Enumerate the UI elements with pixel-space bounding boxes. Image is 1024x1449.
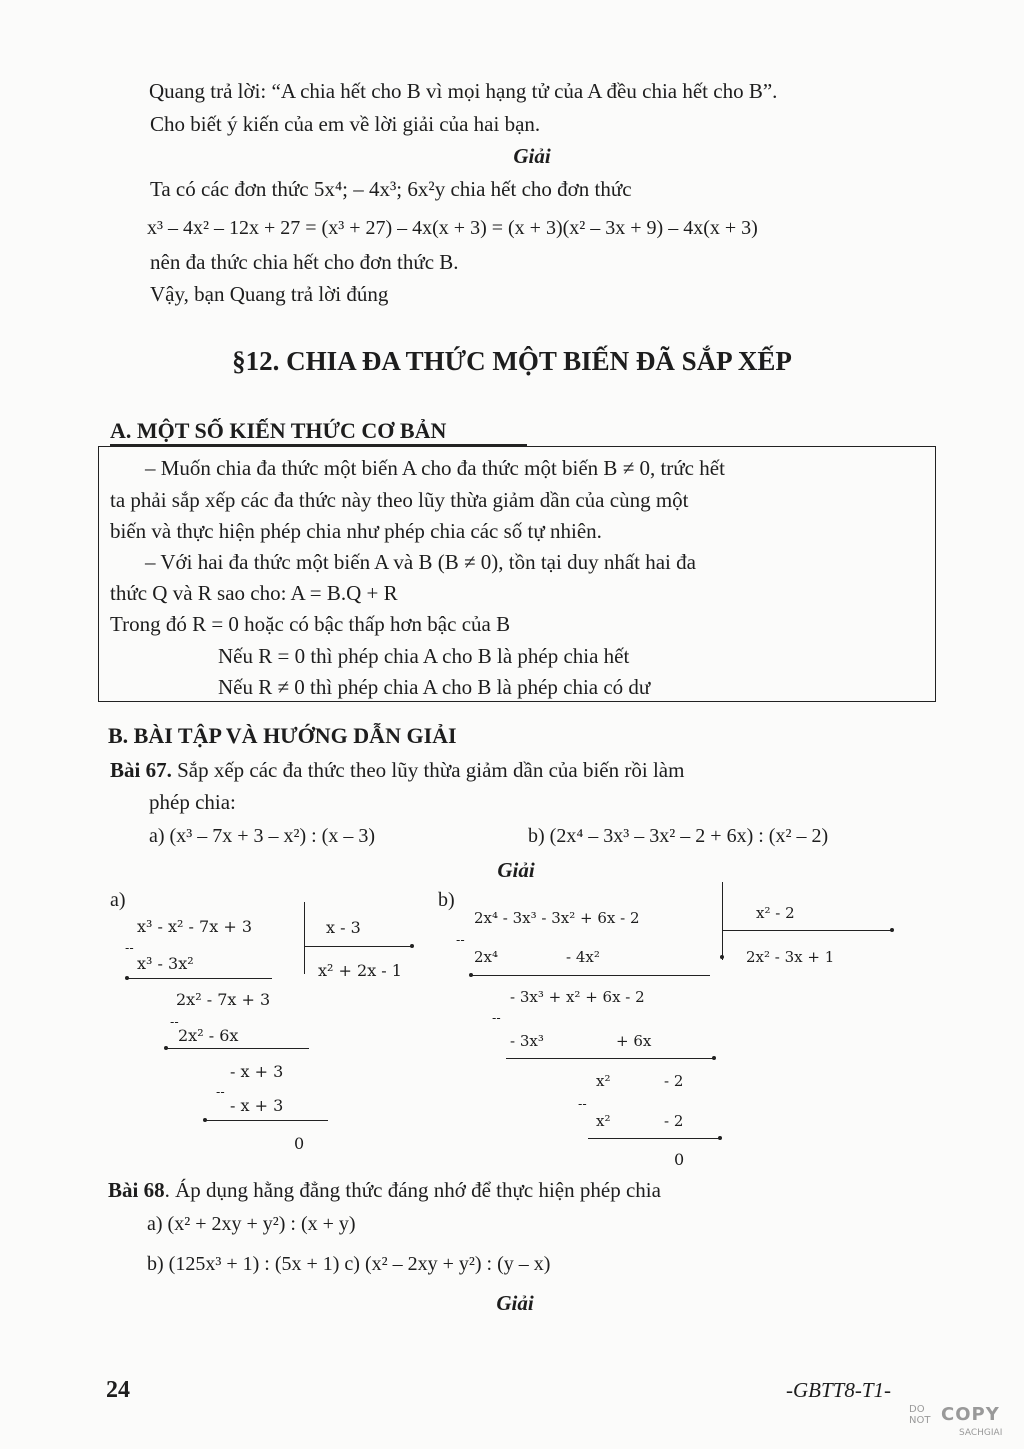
intro-quang-line: Quang trả lời: “A chia hết cho B vì mọi hạng tử của A đều chia hết cho B”. — [149, 79, 778, 103]
div-b-dot-1 — [469, 973, 473, 977]
box-line-3: biến và thực hiện phép chia như phép chia các số tự nhiên. — [110, 519, 602, 543]
div-a-line-3 — [204, 1120, 328, 1121]
bai68-part-a: a) (x² + 2xy + y²) : (x + y) — [147, 1213, 356, 1235]
div-a-dividend: x³ - x² - 7x + 3 — [137, 917, 252, 936]
bai67-text1: Sắp xếp các đa thức theo lũy thừa giảm dần của biến rồi làm — [171, 758, 685, 782]
watermark-do-not: DO NOT — [909, 1404, 931, 1426]
div-b-rem3: 0 — [674, 1150, 685, 1169]
div-b-minus-2: -- — [492, 1011, 501, 1025]
bai67-label: Bài 67. — [110, 758, 172, 782]
div-a-dot-2 — [164, 1046, 168, 1050]
div-b-dot-3 — [718, 1136, 722, 1140]
div-a-vertical-line — [304, 902, 305, 974]
div-b-sub2-b: + 6x — [616, 1032, 652, 1050]
div-a-sub1: x³ - 3x² — [137, 954, 194, 973]
bai67-part-a: a) (x³ – 7x + 3 – x²) : (x – 3) — [149, 825, 376, 847]
footer-code: -GBTT8-T1- — [786, 1378, 892, 1402]
div-b-line-2 — [506, 1058, 714, 1059]
div-a-rem2: - x + 3 — [230, 1062, 284, 1081]
div-b-sub3-a: x² — [596, 1112, 611, 1130]
bai68-text: . Áp dụng hằng đẳng thức đáng nhớ để thực hiện phép chia — [164, 1178, 661, 1202]
intro-solution-line4: Vậy, bạn Quang trả lời đúng — [150, 282, 389, 306]
div-b-quotient: 2x² - 3x + 1 — [746, 948, 835, 966]
div-a-line-2 — [165, 1048, 309, 1049]
bai68-line1 — [108, 1180, 661, 1201]
div-a-line-1 — [126, 978, 272, 979]
intro-solution-line2: x³ – 4x² – 12x + 27 = (x³ + 27) – 4x(x + 3) = (x + 3)(x² – 3x + 9) – 4x(x + 3) — [147, 217, 758, 239]
bai67-line2: phép chia: — [149, 790, 236, 814]
bai68-part-bc: b) (125x³ + 1) : (5x + 1) c) (x² – 2xy + y²) : (y – x) — [147, 1253, 551, 1275]
part-b-heading: B. BÀI TẬP VÀ HƯỚNG DẪN GIẢI — [108, 723, 457, 748]
div-a-dot-3 — [203, 1118, 207, 1122]
box-line-2: ta phải sắp xếp các đa thức này theo lũy thừa giảm dần của cùng một — [110, 488, 689, 512]
div-b-minus-1: -- — [456, 933, 465, 947]
div-b-dot — [890, 928, 894, 932]
div-a-label: a) — [110, 889, 126, 911]
div-b-line-3 — [588, 1138, 720, 1139]
div-a-rem1: 2x² - 7x + 3 — [176, 990, 271, 1009]
div-b-dividend: 2x⁴ - 3x³ - 3x² + 6x - 2 — [474, 909, 640, 927]
div-b-sub1-b: - 4x² — [566, 948, 600, 966]
box-line-8: Nếu R ≠ 0 thì phép chia A cho B là phép chia có dư — [218, 675, 651, 699]
div-b-rem2-b: - 2 — [664, 1072, 684, 1090]
div-a-dot — [410, 944, 414, 948]
box-line-5: thức Q và R sao cho: A = B.Q + R — [110, 581, 398, 605]
watermark-logo — [905, 1400, 1017, 1444]
intro-solution-line1: Ta có các đơn thức 5x⁴; – 4x³; 6x²y chia hết cho đơn thức — [150, 177, 632, 201]
div-a-divisor-line — [304, 946, 412, 947]
bai68-label: Bài 68 — [108, 1178, 165, 1202]
box-line-6: Trong đó R = 0 hoặc có bậc thấp hơn bậc của B — [110, 612, 511, 636]
giai-heading-bai67: Giải — [497, 858, 535, 882]
div-b-rem1: - 3x³ + x² + 6x - 2 — [510, 988, 645, 1006]
div-b-minus-3: -- — [578, 1097, 587, 1111]
div-a-sub2: 2x² - 6x — [178, 1026, 239, 1045]
bai67-part-b: b) (2x⁴ – 3x³ – 3x² – 2 + 6x) : (x² – 2) — [528, 825, 829, 847]
div-b-label: b) — [438, 889, 455, 911]
page-number: 24 — [106, 1377, 130, 1403]
bai67-line1 — [110, 760, 684, 781]
section-title: §12. CHIA ĐA THỨC MỘT BIẾN ĐÃ SẮP XẾP — [232, 346, 792, 376]
div-b-dot-2 — [712, 1056, 716, 1060]
div-b-sub1-a: 2x⁴ — [474, 948, 499, 966]
giai-heading-intro: Giải — [513, 144, 551, 168]
div-a-minus-2: -- — [170, 1015, 179, 1029]
div-a-minus-1: -- — [125, 941, 134, 955]
watermark-copy: COPY — [941, 1404, 1000, 1425]
div-a-rem3: 0 — [294, 1134, 305, 1153]
part-a-heading: A. MỘT SỐ KIẾN THỨC CƠ BẢN — [110, 418, 447, 443]
box-line-4: – Với hai đa thức một biến A và B (B ≠ 0), tồn tại duy nhất hai đa — [145, 550, 696, 574]
div-b-sub3-b: - 2 — [664, 1112, 684, 1130]
div-b-vertical-line — [722, 882, 723, 960]
watermark-brand: SACHGIAI — [959, 1428, 1003, 1438]
div-b-divisor: x² - 2 — [756, 904, 795, 922]
div-b-sub2-a: - 3x³ — [510, 1032, 544, 1050]
div-a-dot-1 — [125, 976, 129, 980]
div-a-quotient: x² + 2x - 1 — [318, 961, 402, 980]
div-b-line-1 — [470, 975, 710, 976]
div-b-dot-b — [720, 955, 724, 959]
intro-question-line: Cho biết ý kiến của em về lời giải của hai bạn. — [150, 112, 541, 136]
div-a-divisor: x - 3 — [326, 918, 361, 937]
div-b-divisor-line — [722, 930, 892, 931]
div-a-minus-3: -- — [216, 1085, 225, 1099]
giai-heading-bai68: Giải — [496, 1291, 534, 1315]
div-b-rem2-a: x² — [596, 1072, 611, 1090]
intro-solution-line3: nên đa thức chia hết cho đơn thức B. — [150, 250, 459, 274]
div-a-sub3: - x + 3 — [230, 1096, 284, 1115]
box-line-7: Nếu R = 0 thì phép chia A cho B là phép chia hết — [218, 644, 630, 668]
box-line-1: – Muốn chia đa thức một biến A cho đa thức một biến B ≠ 0, trức hết — [145, 456, 725, 480]
